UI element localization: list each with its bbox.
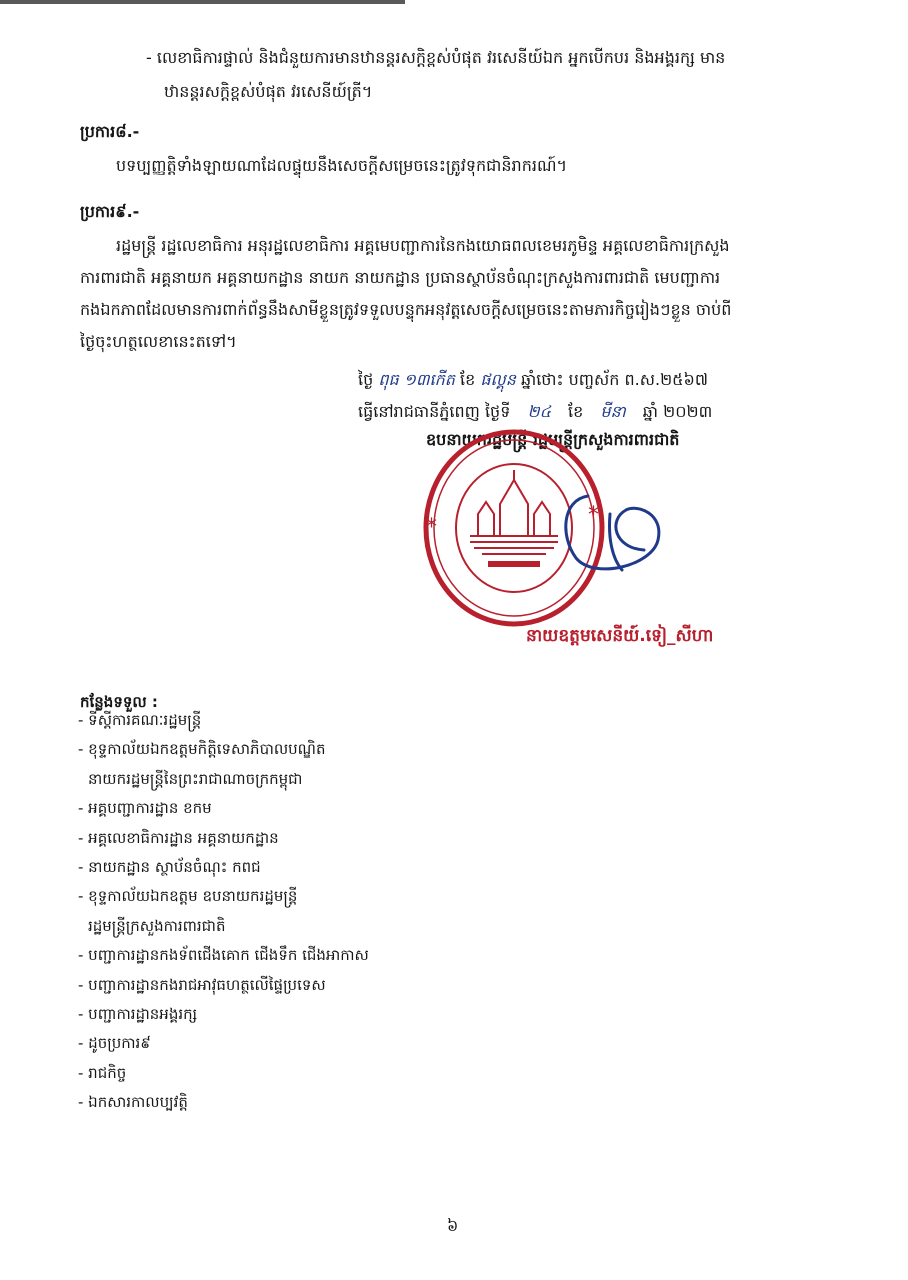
list-item: - ខុទ្ទកាល័យឯកឧត្តម ឧបនាយករដ្ឋមន្ត្រី xyxy=(78,887,298,906)
article-9-line-1: រដ្ឋមន្ត្រី រដ្ឋលេខាធិការ អនុរដ្ឋលេខាធិការ អគ្គមេបញ្ជាការនៃកងយោធពលខេមរភូមិន្ទ អគ្គលេខាធិការក្រសួង xyxy=(116,236,730,255)
list-item: រដ្ឋមន្ត្រីក្រសួងការពារជាតិ xyxy=(88,916,226,935)
year-text: ឆ្នាំ ២០២៣ xyxy=(642,402,713,421)
list-item: - បញ្ជាការដ្ឋានកងរាជអាវុធហត្ថលើផ្ទៃប្រទេស xyxy=(78,975,326,994)
month-handwritten: មីនា xyxy=(600,402,626,421)
list-item: - ខុទ្ទកាល័យឯកឧត្តមកិត្តិទេសាភិបាលបណ្ឌិត xyxy=(78,740,326,759)
signatory-title: ឧបនាយករដ្ឋមន្ត្រី រដ្ឋមន្ត្រីក្រសួងការពារជាតិ xyxy=(426,430,680,449)
article-8-heading: ប្រការ៨.- xyxy=(80,122,140,141)
place-label: ធ្វើនៅរាជធានីភ្នំពេញ ថ្ងៃទី xyxy=(358,402,511,421)
list-item: - ដូចប្រការ៩ xyxy=(78,1034,151,1053)
list-item: - ទីស្តីការគណៈរដ្ឋមន្ត្រី xyxy=(78,711,202,729)
list-item: នាយករដ្ឋមន្ត្រីនៃព្រះរាជាណាចក្រកម្ពុជា xyxy=(88,769,303,788)
lunar-date-line xyxy=(358,368,708,392)
list-item: - រាជកិច្ច xyxy=(78,1063,127,1082)
svg-text:*: * xyxy=(588,503,599,528)
signatory-name: នាយឧត្តមសេនីយ៍.ទៀ_សីហា xyxy=(526,626,714,646)
scan-top-edge xyxy=(0,0,405,4)
lunar-month-handwritten: ផល្គុន xyxy=(480,370,516,389)
article-9-heading: ប្រការ៩.- xyxy=(80,202,140,221)
article-9-line-2: ការពារជាតិ អគ្គនាយក អគ្គនាយកដ្ឋាន នាយក នាយកដ្ឋាន ប្រធានស្ថាប័នចំណុះក្រសួងការពារជាតិ មេបញ្ជាការ xyxy=(80,268,721,287)
official-seal-stamp xyxy=(412,418,674,636)
lunar-month-label: ខែ xyxy=(460,370,476,389)
list-item: - បញ្ជាការដ្ឋានកងទ័ពជើងគោក ជើងទឹក ជើងអាកាស xyxy=(78,946,369,965)
recipients-heading: កន្លែងទទួល : xyxy=(80,693,158,711)
day-handwritten: ២៤ xyxy=(527,402,551,421)
page-number: ៦ xyxy=(447,1216,459,1235)
lunar-day-handwritten: ពុធ ១៣កើត xyxy=(378,370,455,389)
article-8-body: បទប្បញ្ញត្តិទាំងឡាយណាដែលផ្ទុយនឹងសេចក្តីសម្រេចនេះត្រូវទុកជានិរាករណ៍។ xyxy=(116,156,568,175)
list-item: - អគ្គលេខាធិការដ្ឋាន អគ្គនាយកដ្ឋាន xyxy=(78,828,279,847)
lunar-year-text: ឆ្នាំថោះ បញ្ចស័ក ព.ស.២៥៦៧ xyxy=(520,370,708,389)
lunar-day-label: ថ្ងៃ xyxy=(358,370,374,389)
bullet-line-2: ឋានន្តរសក្តិខ្ពស់បំផុត វរសេនីយ៍ត្រី។ xyxy=(164,82,373,101)
list-item: - នាយកដ្ឋាន ស្ថាប័នចំណុះ កពជ xyxy=(78,858,261,877)
article-9-line-3: កងឯកភាពដែលមានការពាក់ព័ន្ធនឹងសាមីខ្លួនត្រូវទទួលបន្ទុកអនុវត្តសេចក្តីសម្រេចនេះតាមភារកិច្ចរៀងៗខ្លួន ចាប់ពី xyxy=(80,300,732,319)
bullet-line-1: - លេខាធិការផ្ទាល់ និងជំនួយការមានឋានន្តរសក្តិខ្ពស់បំផុត វរសេនីយ៍ឯក អ្នកបើកបរ និងអង្គរក្ស មាន xyxy=(146,48,726,67)
list-item: - ឯកសារកាលប្បវត្តិ xyxy=(78,1093,188,1112)
angkor-temple-emblem xyxy=(470,470,558,564)
svg-text:*: * xyxy=(426,515,437,540)
recipients-list xyxy=(78,706,498,1118)
list-item: - បញ្ជាការដ្ឋានអង្គរក្ស xyxy=(78,1005,198,1024)
list-item: - អគ្គបញ្ជាការដ្ឋាន ខកម xyxy=(78,799,212,818)
signature-scribble xyxy=(566,496,659,570)
article-9-line-4: ថ្ងៃចុះហត្ថលេខានេះតទៅ។ xyxy=(80,332,237,351)
month-label: ខែ xyxy=(567,402,584,421)
